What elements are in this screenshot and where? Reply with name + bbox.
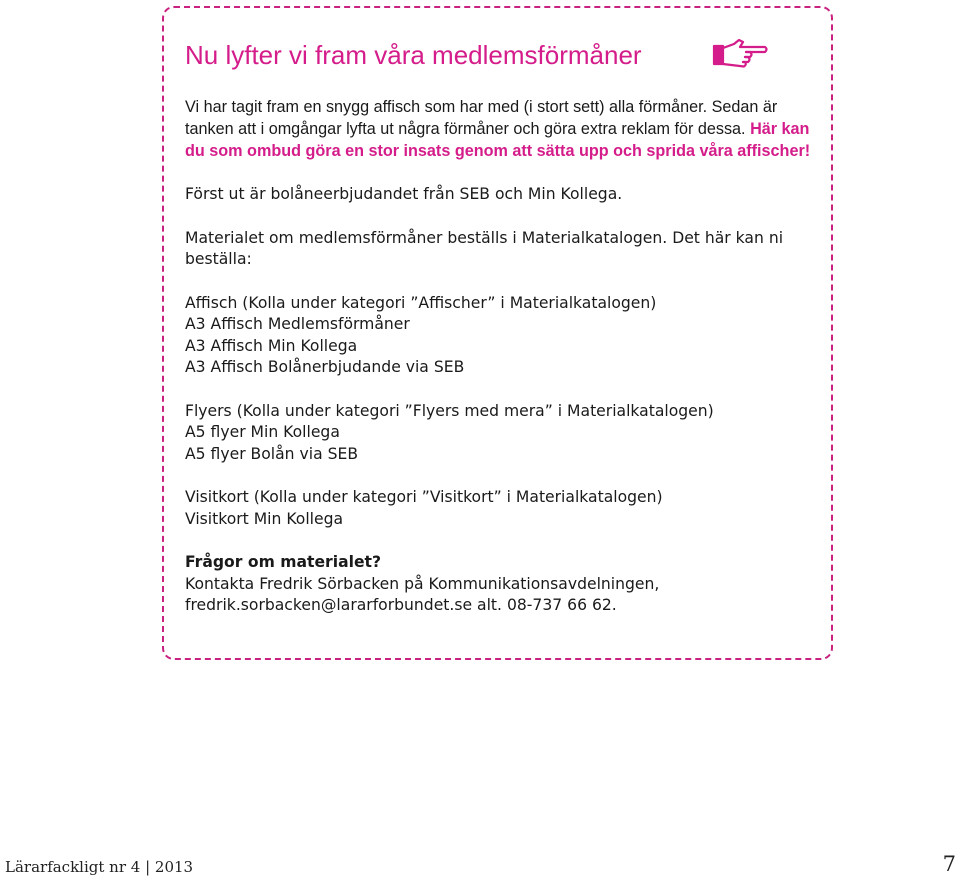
material-paragraph: Materialet om medlemsförmåner beställs i Materialkatalogen. Det här kan ni beställa: [185, 228, 784, 268]
page-number: 7 [942, 852, 956, 876]
publication-label: Lärarfackligt nr 4 | 2013 [5, 858, 194, 876]
cards-heading: Visitkort (Kolla under kategori ”Visitkort” i Materialkatalogen) [185, 488, 663, 506]
list-item: Visitkort Min Kollega [185, 509, 344, 528]
intro-text: Vi har tagit fram en snygg affisch som har med (i stort sett) alla förmåner. Sedan är tanken att i omgångar lyfta ut några förmåner och göra extra reklam för dessa. [185, 98, 778, 138]
contact-line: Kontakta Fredrik Sörbacken på Kommunikationsavdelningen, [185, 574, 660, 593]
contact-question: Frågor om materialet? [185, 553, 382, 571]
intro-highlight: Här kan du som ombud göra en stor insats genom att sätta upp och sprida våra affischer! [185, 120, 811, 160]
first-offer-paragraph: Först ut är bolåneerbjudandet från SEB och Min Kollega. [185, 185, 623, 203]
list-item: A3 Affisch Medlemsförmåner [185, 315, 410, 333]
list-item: A3 Affisch Bolånerbjudande via SEB [185, 358, 465, 376]
contact-email-line: fredrik.sorbacken@lararforbundet.se alt. 08-737 66 62. [185, 596, 617, 614]
flyers-heading: Flyers (Kolla under kategori ”Flyers med mera” i Materialkatalogen) [185, 401, 714, 420]
list-item: A5 flyer Min Kollega [185, 423, 340, 441]
article [185, 40, 825, 617]
intro-paragraph [185, 96, 825, 162]
posters-heading: Affisch (Kolla under kategori ”Affischer” i Materialkatalogen) [185, 293, 657, 312]
list-item: A5 flyer Bolån via SEB [185, 444, 359, 463]
list-item: A3 Affisch Min Kollega [185, 336, 358, 355]
page-title: Nu lyfter vi fram våra medlemsförmåner [185, 40, 642, 70]
